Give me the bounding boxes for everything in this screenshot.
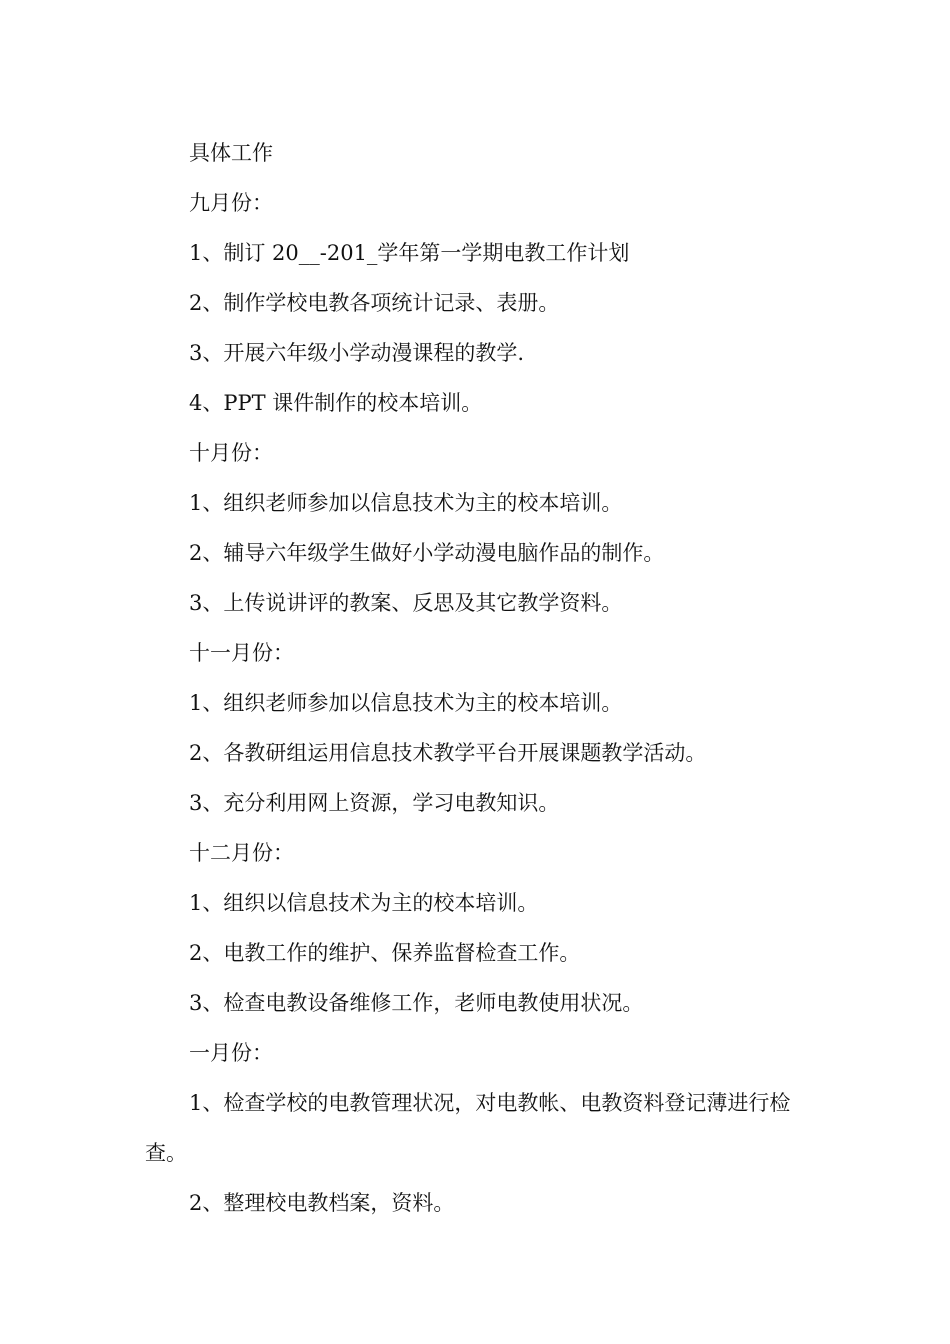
list-item: 2、电教工作的维护、保养监督检查工作。 [189,941,581,965]
month-heading-january: 一月份： [189,1041,273,1065]
month-heading-september: 九月份： [189,191,273,215]
list-item: 2、各教研组运用信息技术教学平台开展课题教学活动。 [189,741,707,765]
list-item: 3、充分利用网上资源，学习电教知识。 [189,791,560,815]
list-item: 4、PPT 课件制作的校本培训。 [189,391,483,415]
list-item: 1、组织以信息技术为主的校本培训。 [189,891,539,915]
month-heading-december: 十二月份： [189,841,294,865]
list-item: 1、检查学校的电教管理状况，对电教帐、电教资料登记薄进行检查。 [145,1091,791,1165]
list-item: 2、整理校电教档案，资料。 [189,1191,455,1215]
list-item: 1、组织老师参加以信息技术为主的校本培训。 [189,491,623,515]
month-heading-october: 十月份： [189,441,273,465]
section-heading: 具体工作 [189,141,273,165]
list-item: 1、组织老师参加以信息技术为主的校本培训。 [189,691,623,715]
month-heading-november: 十一月份： [189,641,294,665]
list-item: 1、制订 20__-201_学年第一学期电教工作计划 [189,241,630,265]
list-item: 3、开展六年级小学动漫课程的教学. [189,341,525,365]
list-item: 3、上传说讲评的教案、反思及其它教学资料。 [189,591,623,615]
list-item: 2、辅导六年级学生做好小学动漫电脑作品的制作。 [189,541,665,565]
document-body [145,128,810,1228]
list-item: 3、检查电教设备维修工作，老师电教使用状况。 [189,991,644,1015]
list-item: 2、制作学校电教各项统计记录、表册。 [189,291,560,315]
